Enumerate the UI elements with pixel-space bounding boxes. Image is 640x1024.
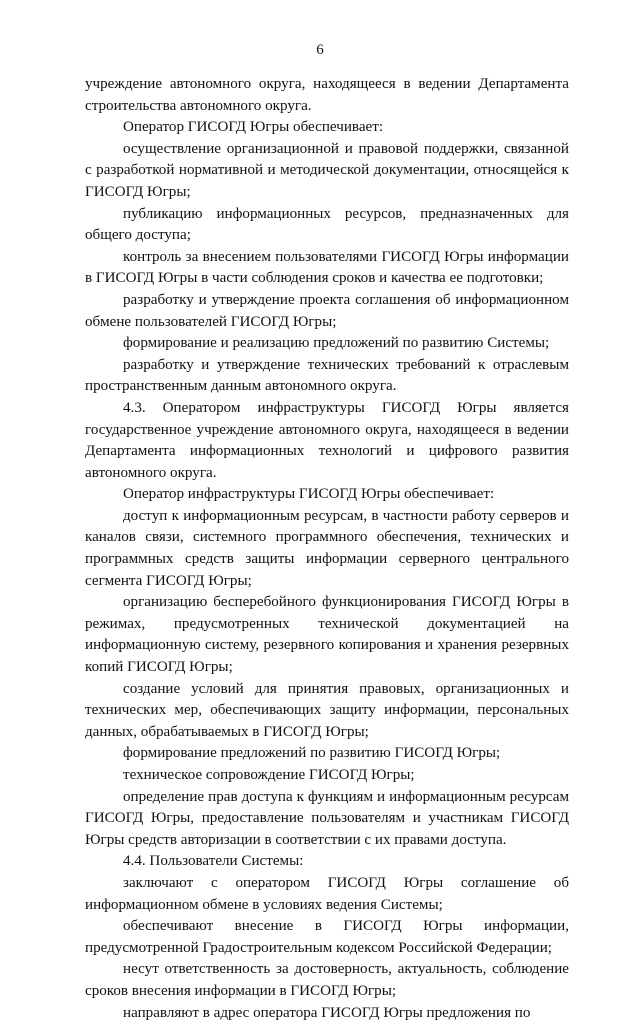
paragraph-control: контроль за внесением пользователями ГИСОГД Югры информации в ГИСОГД Югры в части соблюдения сроков и качества ее подготовки;	[85, 248, 569, 287]
paragraph-agreement-draft: разработку и утверждение проекта соглашения об информационном обмене пользователей ГИСОГД Югры;	[85, 291, 569, 330]
paragraph-protection-measures: создание условий для принятия правовых, организационных и технических мер, обеспечивающих защиту информации, персональных данных, обрабатываемых в ГИСОГД Югры;	[85, 680, 569, 740]
paragraph-operator-heading: Оператор ГИСОГД Югры обеспечивает:	[123, 119, 384, 136]
paragraph-org-support: осуществление организационной и правовой поддержки, связанной с разработкой нормативной и методической документации, относящейся к ГИСОГД Югры;	[85, 140, 569, 200]
paragraph-uninterrupted-operation: организацию бесперебойного функционирования ГИСОГД Югры в режимах, предусмотренных технической документацией на информационную систему, резервного копирования и хранения резервных копий ГИСОГД Югры;	[85, 594, 569, 676]
paragraph-users-input: обеспечивают внесение в ГИСОГД Югры информации, предусмотренной Градостроительным кодексом Российской Федерации;	[85, 918, 569, 956]
paragraph-development-proposals: формирование и реализацию предложений по развитию Системы;	[123, 335, 550, 352]
paragraph-resource-access: доступ к информационным ресурсам, в частности работу серверов и каналов связи, системного программного обеспечения, технических и программных средств защиты информации серверного центрального сегмента ГИСОГД Югры;	[85, 507, 569, 589]
paragraph-section-4-3: 4.3. Оператором инфраструктуры ГИСОГД Югры является государственное учреждение автономного округа, находящееся в ведении Департамента информационных технологий и цифрового развития автономного округа.	[85, 399, 569, 481]
paragraph-infra-operator-heading: Оператор инфраструктуры ГИСОГД Югры обеспечивает:	[123, 486, 495, 503]
paragraph-section-4-4: 4.4. Пользователи Системы:	[123, 853, 304, 870]
paragraph-infra-proposals: формирование предложений по развитию ГИСОГД Югры;	[123, 745, 501, 762]
paragraph-users-proposals: направляют в адрес оператора ГИСОГД Югры предложения по	[123, 1004, 531, 1021]
paragraph-technical-requirements: разработку и утверждение технических требований к отраслевым пространственным данным автономного округа.	[85, 356, 569, 395]
paragraph-access-rights: определение прав доступа к функциям и информационным ресурсам ГИСОГД Югры, предоставление пользователям и участникам ГИСОГД Югры средств авторизации в соответствии с их правами доступа.	[85, 788, 569, 848]
page-number: 6	[316, 42, 324, 58]
paragraph-publication: публикацию информационных ресурсов, предназначенных для общего доступа;	[85, 205, 569, 244]
paragraph-technical-support: техническое сопровождение ГИСОГД Югры;	[123, 767, 415, 783]
paragraph-users-responsibility: несут ответственность за достоверность, актуальность, соблюдение сроков внесения информации в ГИСОГД Югры;	[85, 961, 569, 999]
document-body	[85, 74, 569, 1024]
paragraph-users-agreement: заключают с оператором ГИСОГД Югры соглашение об информационном обмене в условиях ведения Системы;	[85, 874, 569, 913]
paragraph-continuation: учреждение автономного округа, находящееся в ведении Департамента строительства автономного округа.	[85, 76, 569, 114]
